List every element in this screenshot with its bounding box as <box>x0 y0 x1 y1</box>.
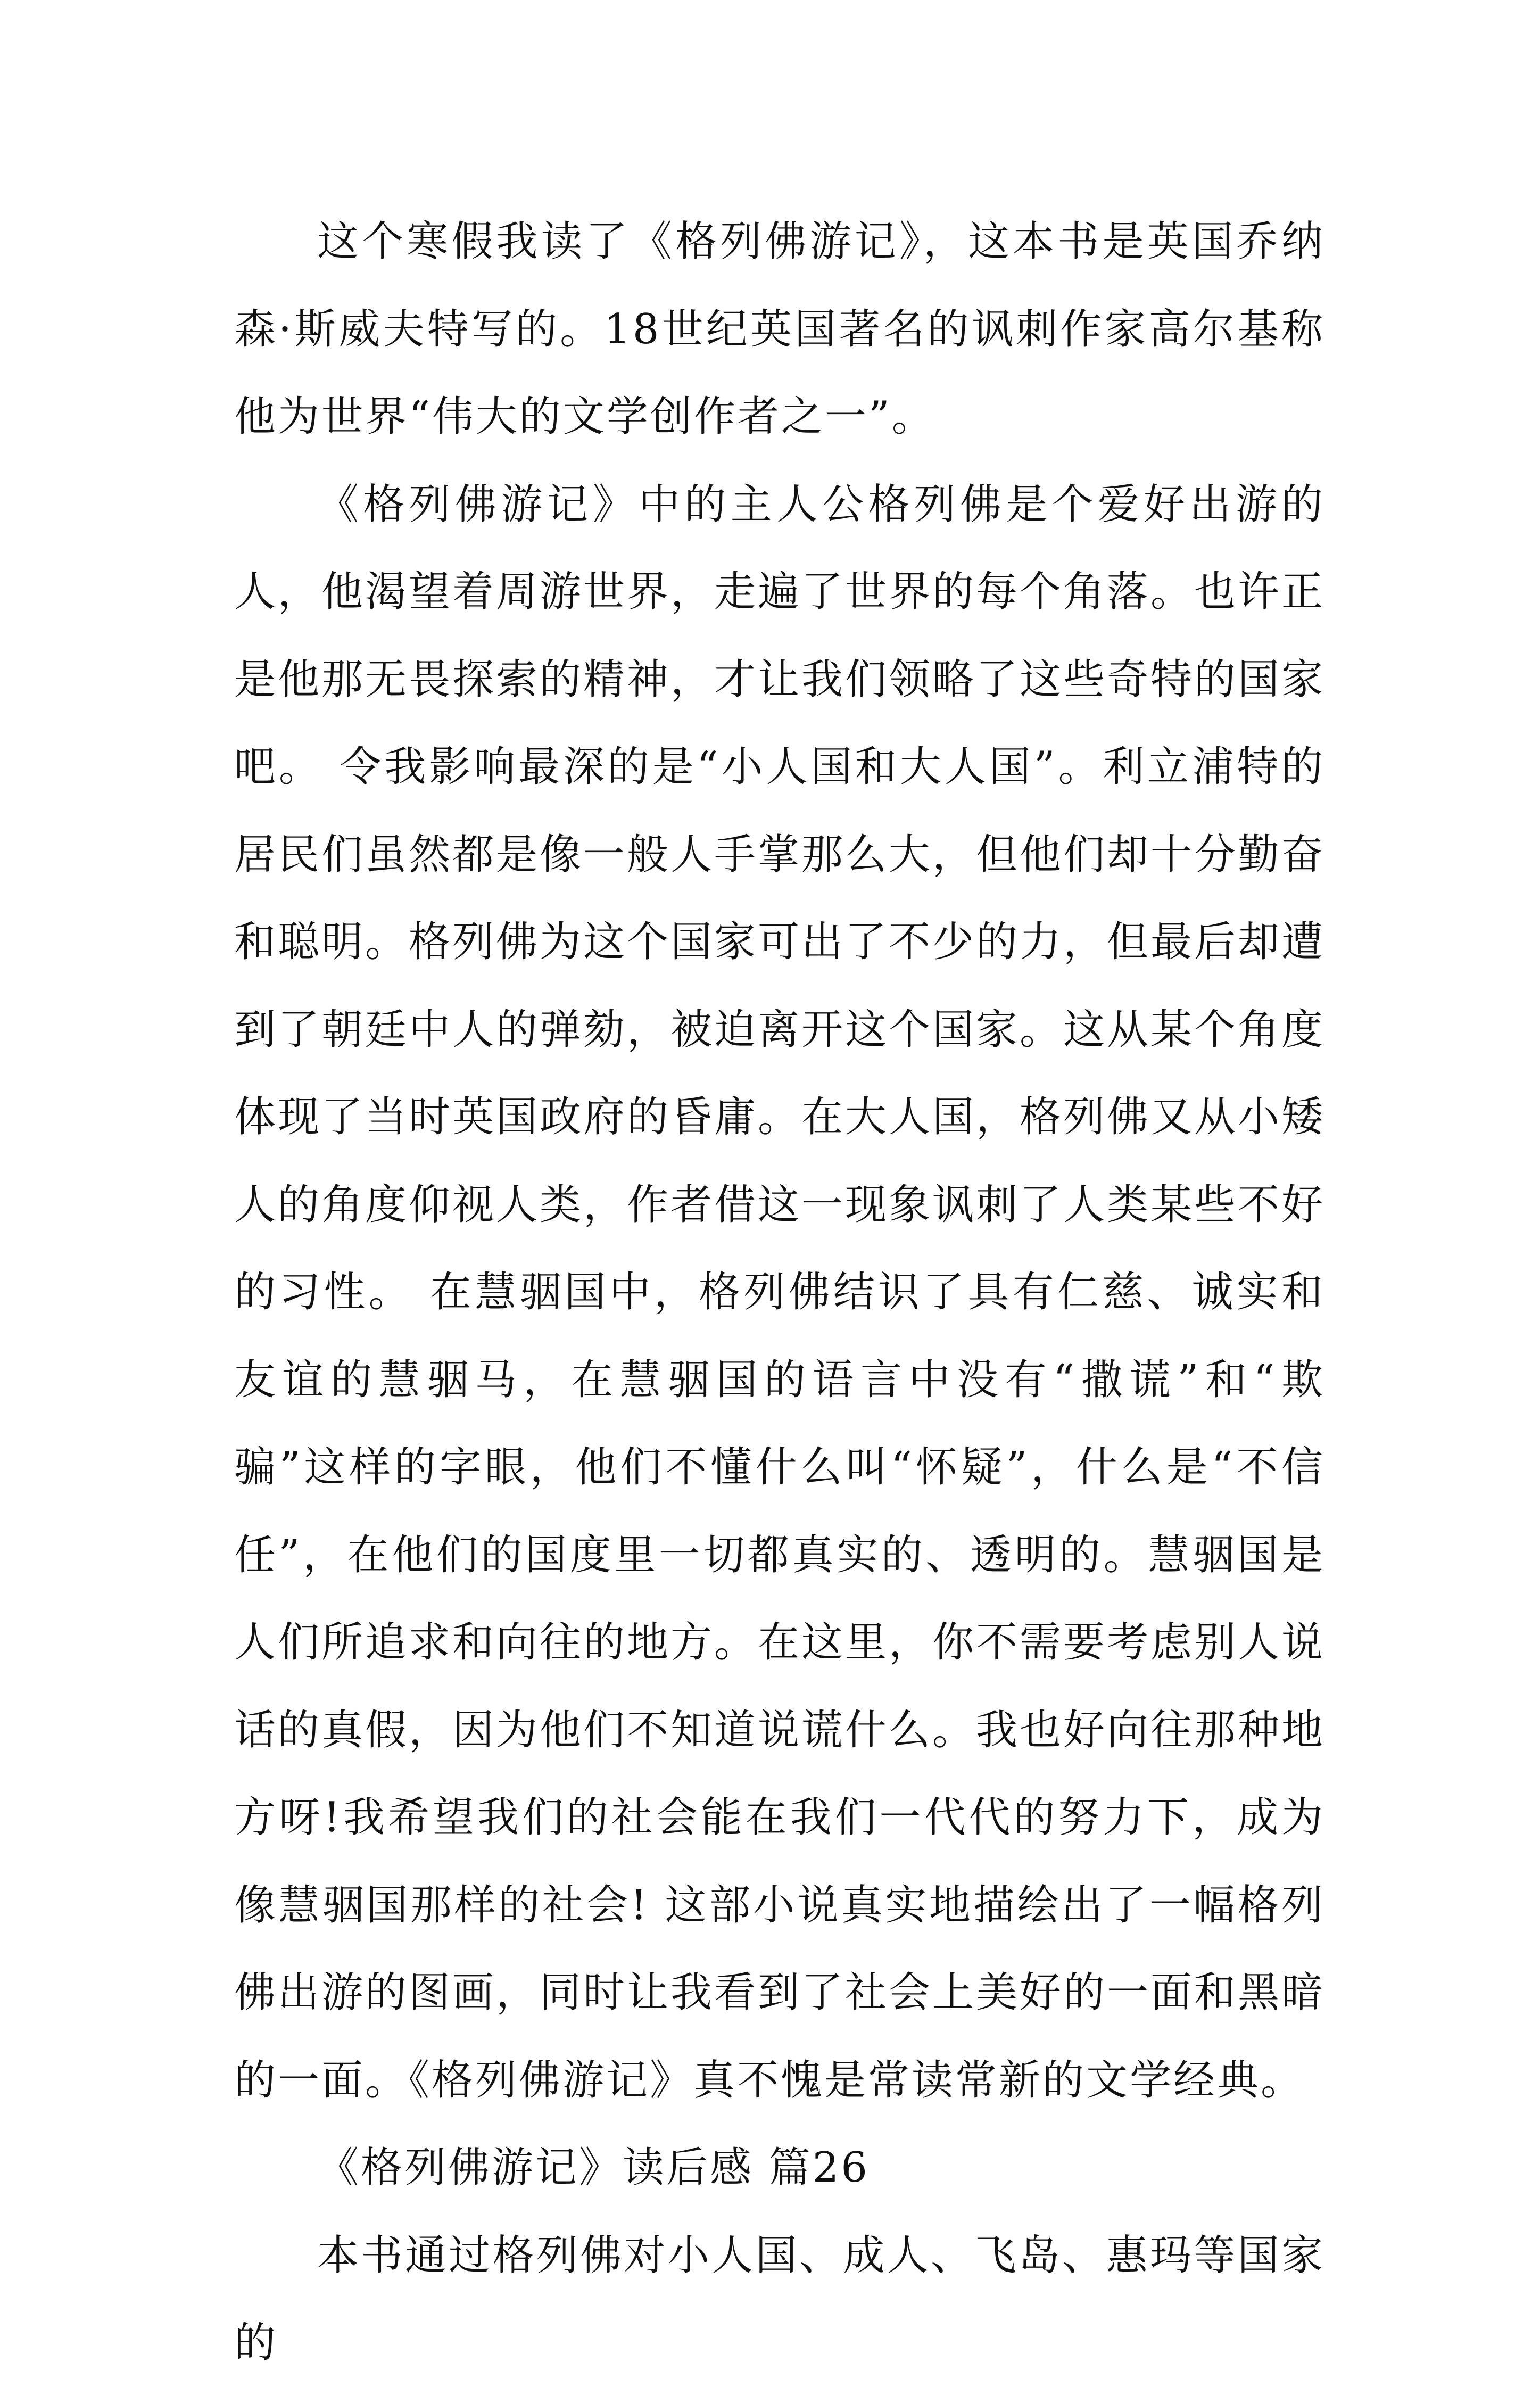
paragraph-intro: 这个寒假我读了《格列佛游记》，这本书是英国乔纳森·斯威夫特写的。18世纪英国著名的讽刺作家高尔基称他为世界“伟大的文学创作者之一”。 <box>234 218 1325 441</box>
paragraph-next: 本书通过格列佛对小人国、成人、飞岛、惠玛等国家的 <box>234 2231 1325 2367</box>
paragraph-main: 《格列佛游记》中的主人公格列佛是个爱好出游的人，他渴望着周游世界，走遍了世界的每个角落。也许正是他那无畏探索的精神，才让我们领略了这些奇特的国家吧。 令我影响最深的是“小人国和大人国”。利立浦特的居民们虽然都是像一般人手掌那么大，但他们却十分勤奋和聪明。格列佛为这个国家可出了不少的力，但最后却遭到了朝廷中人的弹劾，被迫离开这个国家。这从某个角度体现了当时英国政府的昏庸。在大人国，格列佛又从小矮人的角度仰视人类，作者借这一现象讽刺了人类某些不好的习性。 在慧骃国中，格列佛结识了具有仁慈、诚实和友谊的慧骃马，在慧骃国的语言中没有“撒谎”和“欺骗”这样的字眼，他们不懂什么叫“怀疑”，什么是“不信任”，在他们的国度里一切都真实的、透明的。慧骃国是人们所追求和向往的地方。在这里，你不需要考虑别人说话的真假，因为他们不知道说谎什么。我也好向往那种地方呀!我希望我们的社会能在我们一代代的努力下，成为像慧骃国那样的社会! 这部小说真实地描绘出了一幅格列佛出游的图画，同时让我看到了社会上美好的一面和黑暗的一面。《格列佛游记》真不愧是常读常新的文学经典。 <box>234 480 1326 2104</box>
document-body <box>234 198 1325 2387</box>
section-heading: 《格列佛游记》读后感 篇26 <box>317 2144 870 2192</box>
